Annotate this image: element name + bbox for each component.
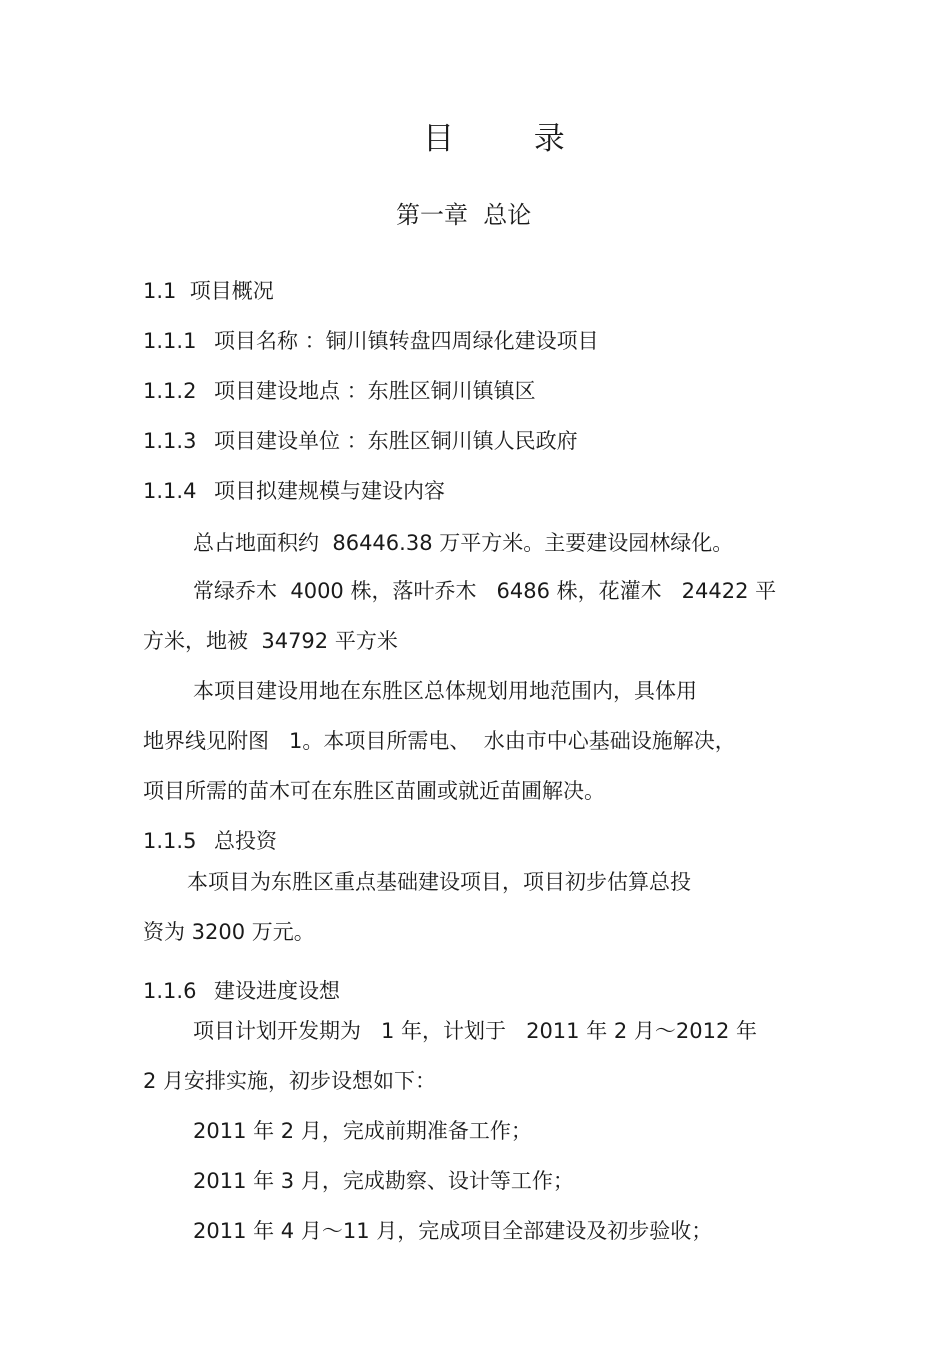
section-1-1-2 [143,381,536,402]
section-1-1-5 [143,831,277,852]
paragraph-schedule-line-2: 2 月安排实施，初步设想如下： [143,1069,437,1093]
section-number: 1.1.6 [143,979,197,1003]
section-text: 项目名称 ：铜川镇转盘四周绿化建设项目 [214,329,599,353]
section-number: 1.1.2 [143,379,197,403]
section-number: 1.1.4 [143,479,197,503]
section-text: 项目建设地点 ：东胜区铜川镇镇区 [214,379,536,403]
page-title: 目 录 [423,121,565,157]
paragraph-investment-line-1: 本项目为东胜区重点基础建设项目，项目初步估算总投 [187,870,691,894]
paragraph-land-line-2: 地界线见附图 1。本项目所需电、 水由市中心基础设施解决， [143,729,736,753]
section-number: 1.1.5 [143,829,197,853]
schedule-item-1: 2011 年 2 月，完成前期准备工作； [193,1119,532,1143]
section-text: 项目拟建规模与建设内容 [214,479,445,503]
section-text: 总投资 [214,829,277,853]
paragraph-land-line-1: 本项目建设用地在东胜区总体规划用地范围内，具体用 [193,679,697,703]
chapter-heading: 第一章 总论 [396,201,532,229]
section-1-1: 1.1 项目概况 [143,279,274,303]
schedule-item-2: 2011 年 3 月，完成勘察、设计等工作； [193,1169,574,1193]
section-number: 1.1.1 [143,329,197,353]
paragraph-trees-line-2: 方米，地被 34792 平方米 [143,629,398,653]
paragraph-schedule-line-1: 项目计划开发期为 1 年，计划于 2011 年 2 月～2012 年 [193,1019,758,1043]
schedule-item-3: 2011 年 4 月～11 月，完成项目全部建设及初步验收； [193,1219,713,1243]
section-text: 建设进度设想 [214,979,340,1003]
paragraph-land-line-3: 项目所需的苗木可在东胜区苗圃或就近苗圃解决。 [143,779,605,803]
section-number: 1.1.3 [143,429,197,453]
section-1-1-1 [143,331,599,352]
section-text: 项目建设单位 ：东胜区铜川镇人民政府 [214,429,578,453]
section-1-1-6 [143,981,340,1002]
section-1-1-3 [143,431,578,452]
paragraph-trees-line-1: 常绿乔木 4000 株，落叶乔木 6486 株，花灌木 24422 平 [193,579,777,603]
section-1-1-4 [143,481,445,502]
paragraph-investment-line-2: 资为 3200 万元。 [143,920,315,944]
paragraph-area: 总占地面积约 86446.38 万平方米。主要建设园林绿化。 [193,531,734,555]
